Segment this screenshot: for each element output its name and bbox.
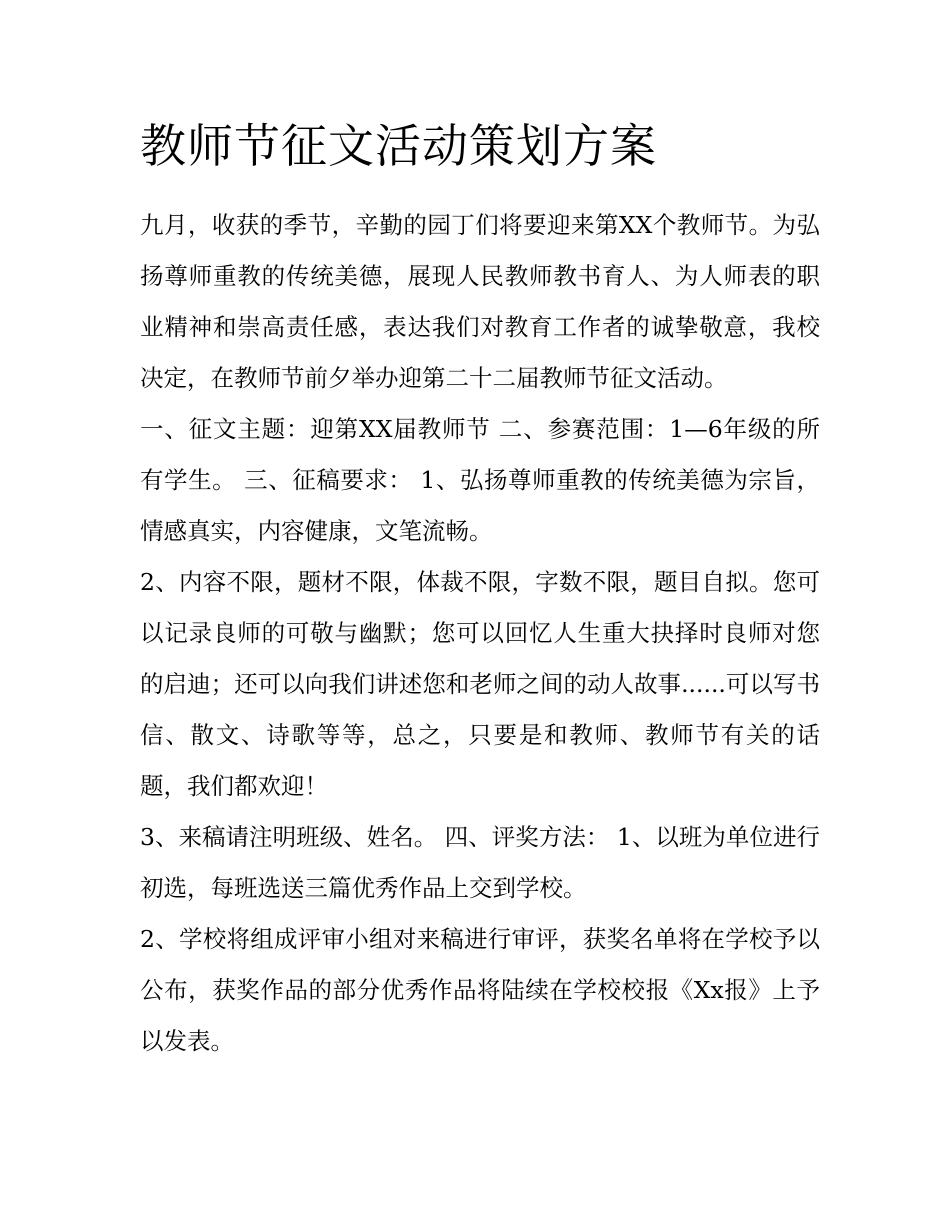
paragraph-theme-scope-requirements: 一、征文主题：迎第XX届教师节 二、参赛范围：1—6年级的所有学生。 三、征稿要求： 1、弘扬尊师重教的传统美德为宗旨，情感真实，内容健康，文笔流畅。 [140,415,820,545]
paragraph-review-publication: 2、学校将组成评审小组对来稿进行审评，获奖名单将在学校予以公布，获奖作品的部分优秀作品将陆续在学校校报《Xx报》上予以发表。 [140,925,820,1055]
paragraph-submission-awards: 3、来稿请注明班级、姓名。 四、评奖方法： 1、以班为单位进行初选，每班选送三篇优秀作品上交到学校。 [140,823,820,902]
paragraph-intro: 九月，收获的季节，辛勤的园丁们将要迎来第XX个教师节。为弘扬尊师重教的传统美德，展现人民教师教书育人、为人师表的职业精神和崇高责任感，表达我们对教育工作者的诚挚敬意，我校决定，在教师节前夕举办迎第二十二届教师节征文活动。 [140,211,820,392]
document-page [140,110,820,1067]
document-title: 教师节征文活动策划方案 [140,119,657,173]
paragraph-content-requirements: 2、内容不限，题材不限，体裁不限，字数不限，题目自拟。您可以记录良师的可敬与幽默；您可以回忆人生重大抉择时良师对您的启迪；还可以向我们讲述您和老师之间的动人故事......可以写书信、散文、诗歌等等，总之，只要是和教师、教师节有关的话题，我们都欢迎！ [140,568,820,800]
